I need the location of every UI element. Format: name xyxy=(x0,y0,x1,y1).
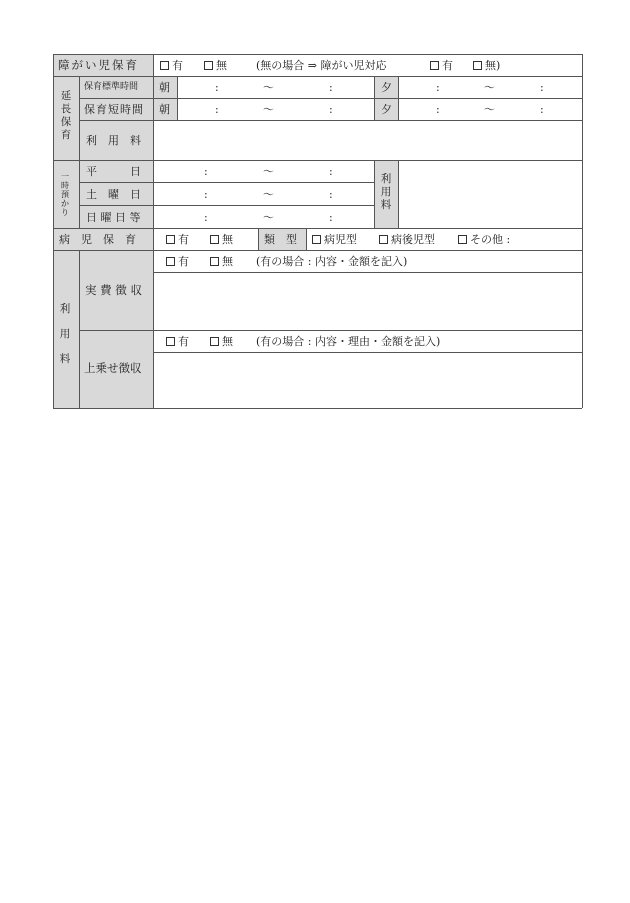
actual-cost-yes-option[interactable] xyxy=(166,255,189,268)
grid-line-h xyxy=(79,330,582,331)
grid-line-v xyxy=(306,228,307,250)
grid-line-h xyxy=(79,205,374,206)
grid-line-h xyxy=(53,228,582,229)
sick-care-yes-option[interactable] xyxy=(166,233,189,246)
grid-line-h xyxy=(53,54,582,55)
morning-label: 朝 xyxy=(159,103,170,116)
checkbox-icon[interactable] xyxy=(166,257,175,266)
checkbox-icon[interactable] xyxy=(473,61,482,70)
time-colon: : xyxy=(329,165,333,178)
surcharge-note: (有の場合 : 内容・理由・金額を記入) xyxy=(256,335,441,348)
surcharge-no-label: 無 xyxy=(222,335,233,348)
disability-response-no-option[interactable] xyxy=(473,59,500,72)
grid-line-v xyxy=(398,76,399,120)
time-colon: : xyxy=(329,188,333,201)
checkbox-icon[interactable] xyxy=(210,235,219,244)
sunday-holiday-label: 日 曜 日 等 xyxy=(86,211,141,224)
grid-line-h xyxy=(53,408,582,409)
extended-care-fee-label: 利 用 料 xyxy=(86,134,141,147)
time-colon: : xyxy=(204,211,208,224)
time-tilde: 〜 xyxy=(263,81,274,94)
checkbox-icon[interactable] xyxy=(458,235,467,244)
evening-label: 夕 xyxy=(381,103,392,116)
type-post-sick-option[interactable] xyxy=(379,233,435,246)
disability-care-note: (無の場合 ⇒ 障がい児対応 xyxy=(256,59,387,72)
time-colon: : xyxy=(204,188,208,201)
time-tilde: 〜 xyxy=(263,165,274,178)
usage-fee-subrow-cells xyxy=(79,250,153,408)
disability-response-no-label: 無) xyxy=(485,59,501,72)
grid-line-h xyxy=(79,98,582,99)
time-tilde: 〜 xyxy=(263,103,274,116)
surcharge-yes-option[interactable] xyxy=(166,335,189,348)
type-sick-option[interactable] xyxy=(312,233,357,246)
extended-care-group-label: 延長保育 xyxy=(60,90,72,141)
checkbox-icon[interactable] xyxy=(166,235,175,244)
grid-line-h xyxy=(79,120,582,121)
grid-line-v xyxy=(177,76,178,120)
type-other-option[interactable] xyxy=(458,233,510,246)
type-post-sick-label: 病後児型 xyxy=(391,233,435,246)
temporary-care-fee-label: 利用料 xyxy=(380,173,392,211)
grid-line-h xyxy=(53,250,582,251)
actual-cost-note: (有の場合 : 内容・金額を記入) xyxy=(256,255,408,268)
checkbox-icon[interactable] xyxy=(166,337,175,346)
sick-care-yes-label: 有 xyxy=(178,233,189,246)
grid-line-v xyxy=(79,250,80,408)
grid-line-v xyxy=(398,160,399,228)
disability-care-yes-label: 有 xyxy=(172,59,183,72)
sick-care-no-label: 無 xyxy=(222,233,233,246)
time-colon: : xyxy=(436,103,440,116)
surcharge-details-field[interactable] xyxy=(154,353,582,408)
actual-cost-no-label: 無 xyxy=(222,255,233,268)
time-colon: : xyxy=(436,81,440,94)
actual-cost-label: 実 費 徴 収 xyxy=(85,283,142,297)
short-hours-label: 保育短時間 xyxy=(84,103,144,116)
evening-label: 夕 xyxy=(381,81,392,94)
checkbox-icon[interactable] xyxy=(379,235,388,244)
grid-line-h xyxy=(79,182,374,183)
checkbox-icon[interactable] xyxy=(204,61,213,70)
sick-care-type-label: 類 型 xyxy=(264,233,297,246)
grid-line-v xyxy=(79,76,80,228)
weekday-label: 平 日 xyxy=(86,165,141,178)
sick-child-care-label: 病 児 保 育 xyxy=(59,233,136,246)
disability-response-yes-label: 有 xyxy=(442,59,453,72)
temporary-care-group-label: 一時預かり xyxy=(61,172,69,217)
sick-care-no-option[interactable] xyxy=(210,233,233,246)
time-colon: : xyxy=(540,81,544,94)
type-sick-label: 病児型 xyxy=(324,233,357,246)
morning-label: 朝 xyxy=(159,81,170,94)
time-colon: : xyxy=(215,103,219,116)
time-tilde: 〜 xyxy=(484,81,495,94)
checkbox-icon[interactable] xyxy=(312,235,321,244)
grid-line-v xyxy=(53,54,54,408)
grid-line-v xyxy=(374,160,375,228)
disability-care-no-label: 無 xyxy=(216,59,227,72)
time-colon: : xyxy=(204,165,208,178)
surcharge-yes-label: 有 xyxy=(178,335,189,348)
time-tilde: 〜 xyxy=(263,211,274,224)
checkbox-icon[interactable] xyxy=(210,257,219,266)
actual-cost-details-field[interactable] xyxy=(154,273,582,330)
disability-care-yes-option[interactable] xyxy=(160,59,183,72)
checkbox-icon[interactable] xyxy=(160,61,169,70)
standard-hours-label: 保育標準時間 xyxy=(84,82,139,92)
time-colon: : xyxy=(329,81,333,94)
disability-care-label: 障がい児保育 xyxy=(58,58,139,72)
time-tilde: 〜 xyxy=(484,103,495,116)
grid-line-h xyxy=(53,160,582,161)
grid-line-v xyxy=(374,76,375,120)
grid-line-v xyxy=(582,54,583,408)
grid-line-v xyxy=(258,228,259,250)
actual-cost-no-option[interactable] xyxy=(210,255,233,268)
type-other-label: その他 : xyxy=(470,233,511,246)
surcharge-label: 上乗せ徴収 xyxy=(84,361,142,375)
checkbox-icon[interactable] xyxy=(210,337,219,346)
surcharge-no-option[interactable] xyxy=(210,335,233,348)
disability-response-yes-option[interactable] xyxy=(430,59,453,72)
checkbox-icon[interactable] xyxy=(430,61,439,70)
disability-care-no-option[interactable] xyxy=(204,59,227,72)
saturday-label: 土 曜 日 xyxy=(86,188,141,201)
time-colon: : xyxy=(329,103,333,116)
time-colon: : xyxy=(329,211,333,224)
time-colon: : xyxy=(540,103,544,116)
time-colon: : xyxy=(215,81,219,94)
grid-line-h xyxy=(53,76,582,77)
actual-cost-yes-label: 有 xyxy=(178,255,189,268)
usage-fee-group-label: 利用料 xyxy=(59,303,71,365)
time-tilde: 〜 xyxy=(263,188,274,201)
